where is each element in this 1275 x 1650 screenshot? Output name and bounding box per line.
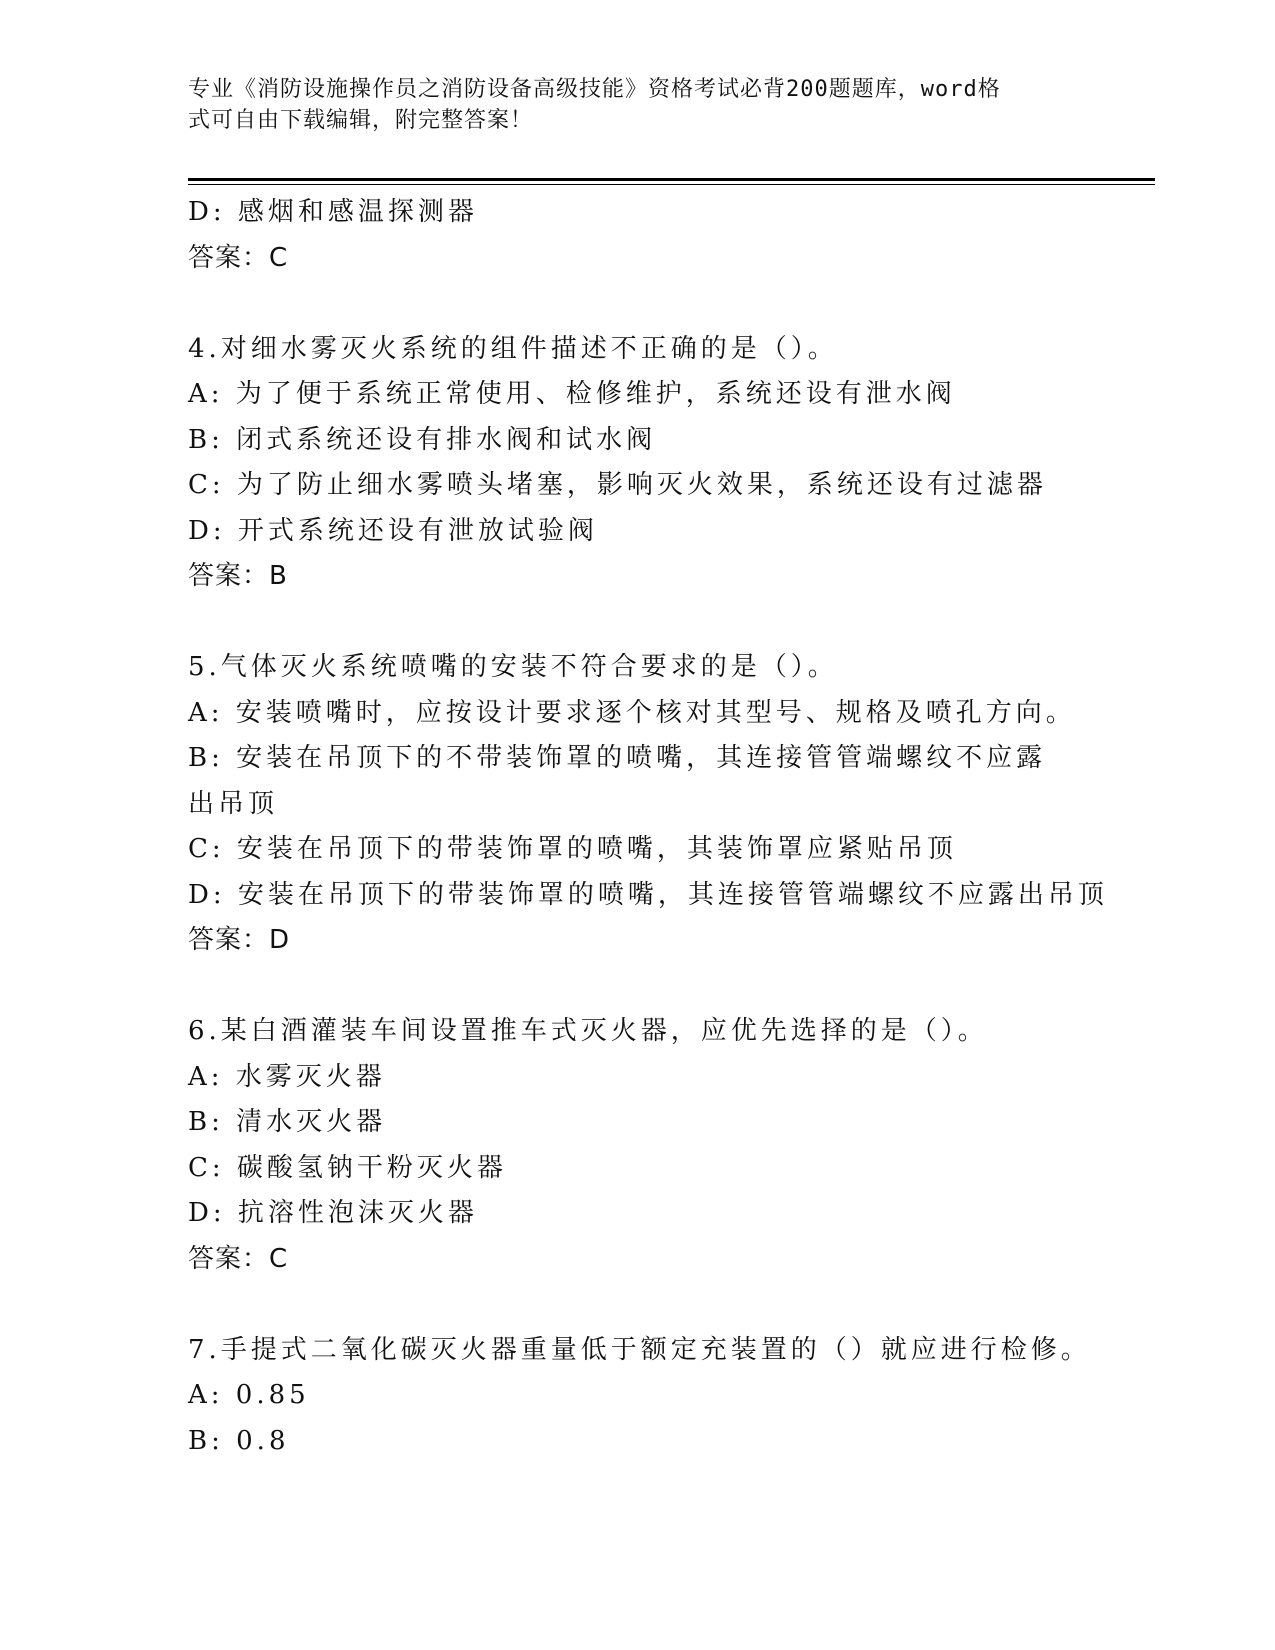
question-3-tail [188,190,1088,281]
question-list [188,190,1108,1464]
spacer [188,964,1088,1010]
question-stem: 4.对细水雾灭火系统的组件描述不正确的是（）。 [188,333,838,364]
spacer [188,600,1088,646]
question-7 [188,1328,1091,1465]
answer: 答案：C [188,242,289,273]
answer: 答案：B [188,561,288,591]
question-stem: 6.某白酒灌装车间设置推车式灭火器，应优先选择的是（）。 [188,1016,988,1046]
option-c: C: 碳酸氢钠干粉灭火器 [188,1152,507,1183]
question-stem: 7.手提式二氧化碳灭火器重量低于额定充装置的（）就应进行检修。 [188,1334,1091,1365]
answer: 答案：C [188,1243,289,1274]
option-a: A: 为了便于系统正常使用、检修维护，系统还设有泄水阀 [188,379,956,409]
option-d: D: 抗溶性泡沫灭火器 [188,1198,478,1228]
option-d: D: 开式系统还设有泄放试验阀 [188,515,598,546]
question-4 [188,327,1088,600]
option-d: D: 安装在吊顶下的带装饰罩的喷嘴，其连接管管端螺纹不应露出吊顶 [188,879,1108,910]
option-a: A: 水雾灭火器 [188,1061,386,1092]
option-b: B: 清水灭火器 [188,1107,387,1137]
spacer [188,281,1088,327]
option-a: A: 安装喷嘴时，应按设计要求逐个核对其型号、规格及喷孔方向。 [188,697,1076,728]
option-a: A: 0.85 [188,1380,310,1410]
question-6 [188,1009,1088,1282]
question-5 [188,645,1108,964]
option-d: D: 感烟和感温探测器 [188,197,478,227]
document-header [188,74,1068,136]
option-b: B: 安装在吊顶下的不带装饰罩的喷嘴，其连接管管端螺纹不应露出吊顶 [188,743,1047,819]
answer: 答案：D [188,925,291,955]
header-rule-thin [188,184,1155,185]
header-line-1: 专业《消防设施操作员之消防设备高级技能》资格考试必背200题题库，word格 [188,77,1001,102]
option-b: B: 0.8 [188,1425,290,1456]
option-b: B: 闭式系统还设有排水阀和试水阀 [188,424,657,455]
header-line-2: 式可自由下载编辑，附完整答案！ [188,108,534,133]
header-rule-thick [188,178,1155,181]
spacer [188,1282,1088,1328]
question-stem: 5.气体灭火系统喷嘴的安装不符合要求的是（）。 [188,652,838,682]
option-c: C: 为了防止细水雾喷头堵塞，影响灭火效果，系统还设有过滤器 [188,470,1047,500]
option-c: C: 安装在吊顶下的带装饰罩的喷嘴，其装饰罩应紧贴吊顶 [188,834,957,864]
